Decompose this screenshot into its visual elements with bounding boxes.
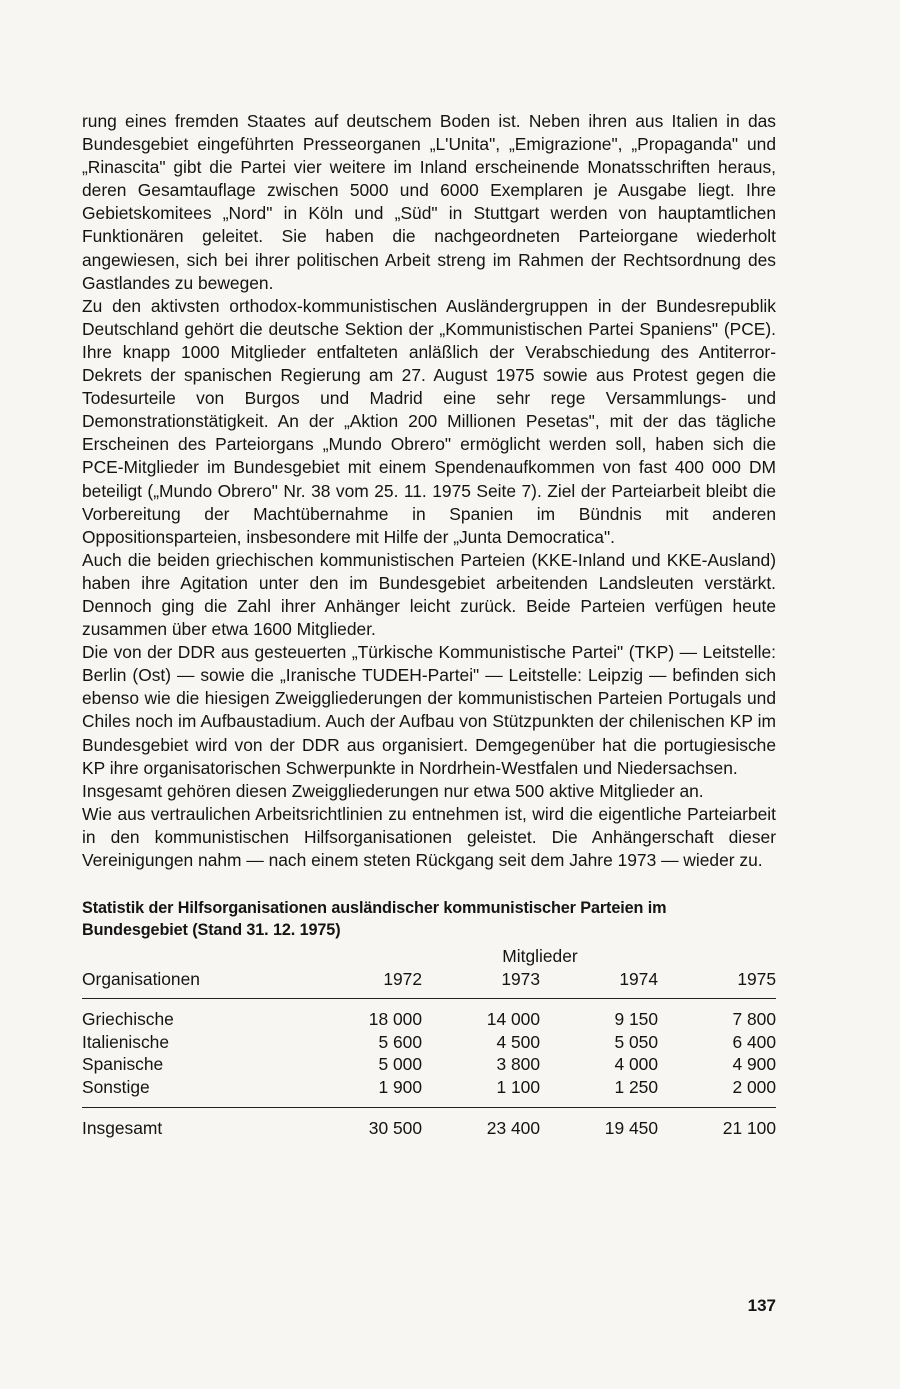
members-header: Mitglieder	[502, 946, 578, 967]
statistics-table	[82, 945, 776, 1140]
row-label: Griechische	[82, 1009, 174, 1030]
table-header-row	[82, 968, 776, 999]
table-row	[82, 1076, 776, 1108]
page	[82, 110, 776, 1140]
cell-value: 2 000	[732, 1076, 776, 1097]
paragraph-4: Die von der DDR aus gesteuerten „Türkische Kommunistische Partei" (TKP) — Leitstelle: Berlin (Ost) — sowie die „Iranische TUDEH-Partei" — Leitstelle: Leipzig — befinden sich ebenso wie die hiesigen Zweiggliederungen der kommunistischen Parteien Portugals und Chiles noch im Aufbaustadium. Auch der Aufbau von Stützpunkten der chilenischen KP im Bundesgebiet wird von der DDR aus organisiert. Demgegenüber hat die portugiesische KP ihre organisatorischen Schwerpunkte in Nordrhein-Westfalen und Niedersachsen.	[82, 642, 776, 778]
total-label: Insgesamt	[82, 1118, 163, 1139]
table-row	[82, 1053, 776, 1076]
total-value: 23 400	[486, 1118, 540, 1139]
cell-value: 5 600	[378, 1031, 422, 1052]
paragraph-3: Auch die beiden griechischen kommunistischen Parteien (KKE-Inland und KKE-Ausland) haben ihre Agitation unter den im Bundesgebiet arbeitenden Landsleuten verstärkt. Dennoch ging die Zahl ihrer Anhänger leicht zurück. Beide Parteien verfügen heute zusammen über etwa 1600 Mitglieder.	[82, 549, 776, 640]
paragraph-6: Wie aus vertraulichen Arbeitsrichtlinien zu entnehmen ist, wird die eigentliche Parteiarbeit in den kommunistischen Hilfsorganisationen geleistet. Die Anhängerschaft dieser Vereinigungen nahm — nach einem steten Rückgang seit dem Jahre 1973 — wieder zu.	[82, 803, 776, 870]
cell-value: 9 150	[614, 1009, 658, 1030]
row-label: Sonstige	[82, 1076, 150, 1097]
total-value: 19 450	[604, 1118, 658, 1139]
cell-value: 4 900	[732, 1054, 776, 1075]
page-number: 137	[747, 1296, 776, 1315]
total-value: 30 500	[368, 1118, 422, 1139]
cell-value: 1 250	[614, 1076, 658, 1097]
cell-value: 7 800	[732, 1009, 776, 1030]
column-header-1973: 1973	[501, 968, 540, 989]
cell-value: 3 800	[496, 1054, 540, 1075]
cell-value: 1 900	[378, 1076, 422, 1097]
cell-value: 18 000	[368, 1009, 422, 1030]
table-super-header-row	[82, 945, 776, 968]
paragraph-1: rung eines fremden Staates auf deutschem Boden ist. Neben ihren aus Italien in das Bundesgebiet eingeführten Presseorganen „L'Unita", „Emigrazione", „Propaganda" und „Rinascita" gibt die Partei vier weitere im Inland erscheinende Monatsschriften heraus, deren Gesamtauflage zwischen 5000 und 6000 Exemplaren je Ausgabe liegt. Ihre Gebietskomitees „Nord" in Köln und „Süd" in Stuttgart werden von hauptamtlichen Funktionären geleitet. Sie haben die nachgeordneten Parteiorgane wiederholt angewiesen, sich bei ihrer politischen Arbeit streng im Rahmen der Rechtsordnung des Gastlandes zu bewegen.	[82, 111, 776, 293]
column-header-1972: 1972	[383, 968, 422, 989]
table-row	[82, 999, 776, 1031]
row-label: Italienische	[82, 1031, 170, 1052]
cell-value: 4 500	[496, 1031, 540, 1052]
row-label: Spanische	[82, 1054, 164, 1075]
column-header-1974: 1974	[619, 968, 658, 989]
table-total-row	[82, 1108, 776, 1140]
body-text	[82, 110, 776, 872]
column-header-organisationen: Organisationen	[82, 968, 200, 989]
paragraph-2: Zu den aktivsten orthodox-kommunistischen Ausländergruppen in der Bundesrepublik Deutschland gehört die deutsche Sektion der „Kommunistischen Partei Spaniens" (PCE). Ihre knapp 1000 Mitglieder entfalteten anläßlich der Verabschiedung des Antiterror-Dekrets der spanischen Regierung am 27. August 1975 sowie aus Protest gegen die Todesurteile von Burgos und Madrid eine sehr rege Versammlungs- und Demonstrationstätigkeit. An der „Aktion 200 Millionen Pesetas", mit der das tägliche Erscheinen des Parteiorgans „Mundo Obrero" ermöglicht werden soll, haben sich die PCE-Mitglieder im Bundesgebiet mit einem Spendenaufkommen von fast 400 000 DM beteiligt („Mundo Obrero" Nr. 38 vom 25. 11. 1975 Seite 7). Ziel der Parteiarbeit bleibt die Vorbereitung der Machtübernahme in Spanien im Bündnis mit anderen Oppositionsparteien, insbesondere mit Hilfe der „Junta Democratica".	[82, 295, 776, 547]
cell-value: 14 000	[486, 1009, 540, 1030]
table-row	[82, 1031, 776, 1054]
cell-value: 4 000	[614, 1054, 658, 1075]
paragraph-5: Insgesamt gehören diesen Zweiggliederungen nur etwa 500 aktive Mitglieder an.	[82, 780, 704, 801]
table-title: Statistik der Hilfsorganisationen ausländischer kommunistischer Parteien im Bundesgebiet (Stand 31. 12. 1975)	[82, 899, 667, 940]
cell-value: 5 000	[378, 1054, 422, 1075]
cell-value: 5 050	[614, 1031, 658, 1052]
cell-value: 6 400	[732, 1031, 776, 1052]
total-value: 21 100	[722, 1118, 776, 1139]
column-header-1975: 1975	[737, 968, 776, 989]
cell-value: 1 100	[496, 1076, 540, 1097]
